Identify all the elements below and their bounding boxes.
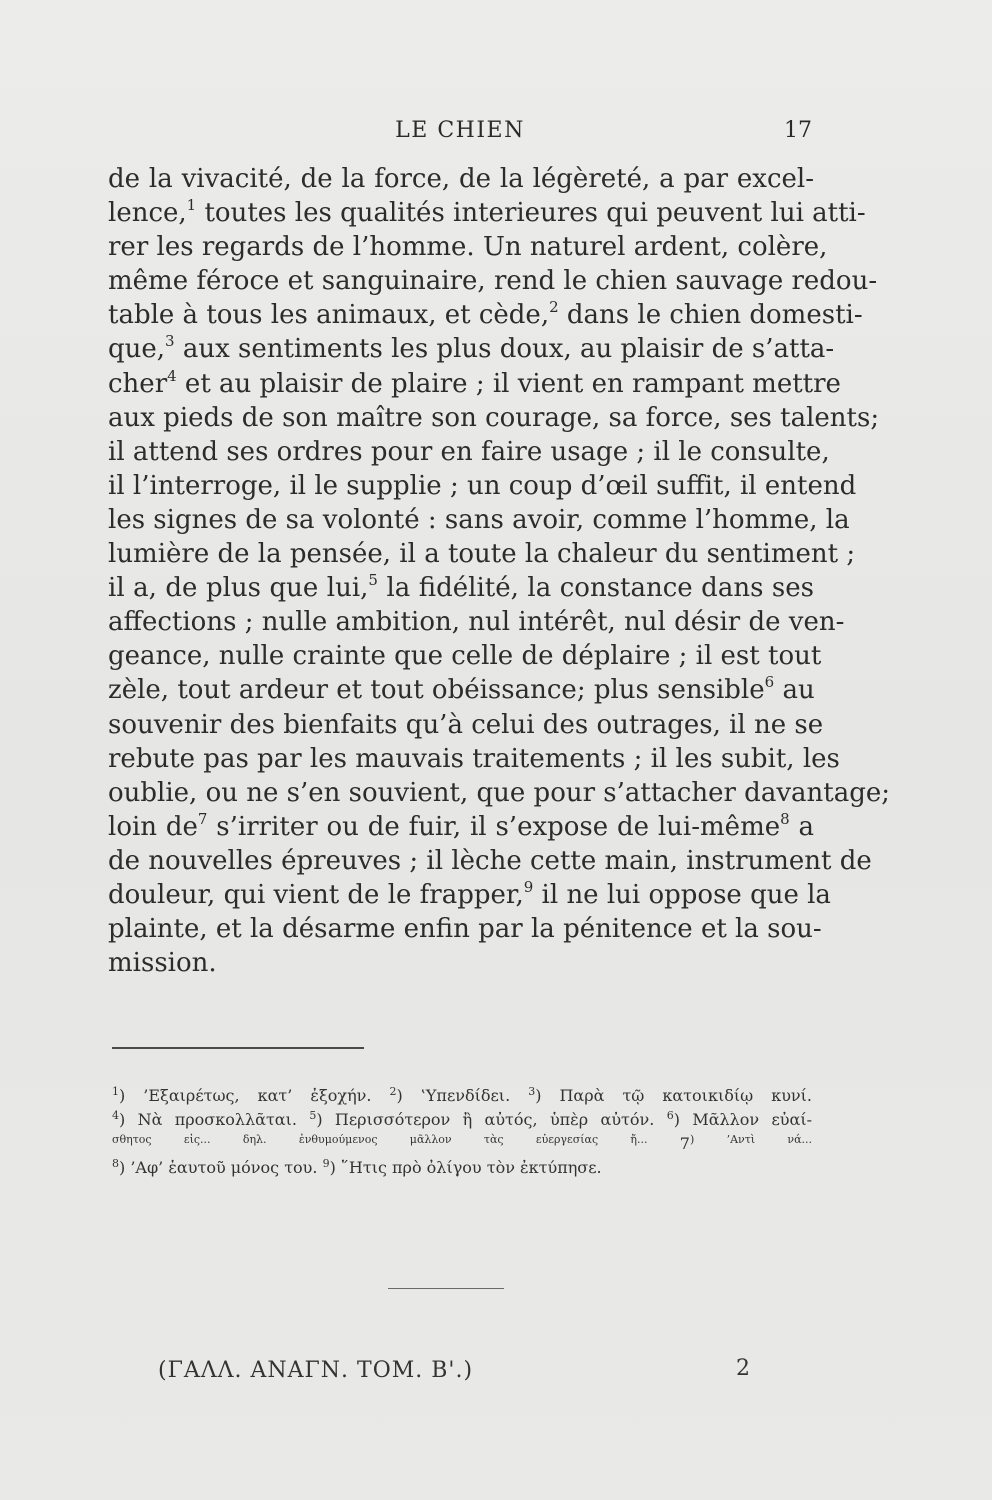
text-line-text: mission. [108,948,217,979]
footnote-marker: 6 [764,673,775,692]
footnote-line [112,1084,812,1108]
footnotes [112,1084,812,1180]
text-line [108,708,824,742]
footnote-marker: 4 [112,1109,119,1122]
text-line-text: au [774,675,815,706]
text-line-text: souvenir des bienfaits qu’à celui des outrages, il ne se [108,709,824,740]
bottom-rule [388,1288,504,1289]
footnote-line [112,1108,812,1132]
footnote-marker: 9 [523,877,534,896]
text-line-text: de la vivacité, de la force, de la légèreté, a par excel- [108,164,814,194]
footnote-marker: 2 [389,1085,397,1098]
text-line [108,673,814,707]
text-line-text: même féroce et sanguinaire, rend le chien sauvage redou- [108,266,878,297]
text-line [108,366,841,401]
text-line [108,742,840,776]
footnote-marker: 5 [368,571,378,590]
footnote-marker: 6 [666,1109,674,1122]
text-line-text: lumière de la pensée, il a toute la chaleur du sentiment ; [108,539,856,570]
footnote-line-text: ) Νὰ προσκολλᾶται. [119,1110,310,1129]
footnote-line-text: ) ῞Ητις πρὸ ὀλίγου τὸν ἐκτύπησε. [329,1158,602,1177]
text-line-text: oublie, ou ne s’en souvient, que pour s’attacher davantage; [108,777,890,808]
footnote-marker: ) ’Αντὶ νά... [689,1133,812,1146]
text-line-text: s’irriter ou de fuir, il s’expose de lui-même [207,811,781,842]
text-line-text: plainte, et la désarme enfin par la pénitence et la sou- [108,914,822,945]
running-title: LE CHIEN [395,118,525,143]
text-line [108,946,814,980]
text-line [108,537,856,571]
printer-signature: (ΓΑΛΛ. ΑΝΑΓΝ. ΤΟΜ. Β'.) [158,1358,474,1383]
signature-number: 2 [736,1356,750,1381]
text-line-text: zèle, tout ardeur et tout obéissance; plus sensible [108,675,765,706]
text-line [108,844,872,878]
text-line [108,298,863,332]
text-line-text: aux pieds de son maître son courage, sa force, ses talents; [108,402,880,433]
text-line-text: a [789,811,815,842]
text-line-text: dans le chien domesti- [558,300,863,331]
text-line-text: table à tous les animaux, et cède, [108,300,550,331]
footnote-marker: 9 [322,1157,330,1170]
text-line-text: toutes les qualités interieures qui peuvent lui atti- [196,198,866,229]
text-line [108,469,857,503]
text-line [108,571,814,605]
footnote-line [112,1156,812,1180]
footnote-marker: 1 [186,196,197,215]
text-line-text: lence, [108,198,187,229]
text-line-text: rebute pas par les mauvais traitements ; il les subit, les [108,743,840,774]
text-line-text: que, [108,334,166,365]
text-line [108,196,866,230]
running-head [108,118,812,152]
text-line-text: les signes de sa volonté : sans avoir, comme l’homme, la [108,504,850,535]
footnote-line-text: ) ’Εξαιρέτως, κατ’ ἐξοχήν. [119,1086,390,1105]
footnote-line-text: ) Παρὰ τῷ κατοικιδίῳ κυνί. [535,1086,813,1105]
footnote-marker: 8 [112,1157,119,1170]
text-line-text: il a, de plus que lui, [108,573,369,604]
text-line [108,776,890,810]
footnote-marker: 5 [309,1109,317,1122]
text-line-text: affections ; nulle ambition, nul intérêt, nul désir de ven- [108,607,845,638]
text-line [108,912,822,946]
text-line-text: loin de [108,811,198,842]
text-line-text: cher [108,368,168,399]
footnote-marker: 4 [167,366,177,385]
text-line-text: de nouvelles épreuves ; il lèche cette main, instrument de [108,845,872,876]
footnote-marker: 3 [528,1085,536,1098]
footnote-marker: 3 [165,332,175,351]
text-line-text: la fidélité, la constance dans ses [377,573,814,604]
text-line [108,877,831,912]
text-line-text: douleur, qui vient de le frapper, [108,879,524,910]
text-line [108,230,828,264]
text-line [108,162,814,196]
text-line [108,264,878,298]
footnote-marker: 1 [112,1085,119,1098]
text-line-text: il ne lui oppose que la [533,879,831,910]
footnote-marker: σθητος εἰς... δηλ. ἐνθυμούμενος μᾶλλον τὰς εὐεργεσίας ἤ... [112,1133,680,1146]
text-line [108,332,835,366]
text-line-text: rer les regards de l’homme. Un naturel ardent, colère, [108,232,828,263]
text-line-text: aux sentiments les plus doux, au plaisir de s’atta- [174,334,835,365]
footnote-line-text: ) ’Αφ’ ἑαυτοῦ μόνος του. [119,1158,323,1177]
text-line-text: il attend ses ordres pour en faire usage ; il le consulte, [108,436,830,467]
body-text [108,162,890,980]
text-line [108,435,830,469]
text-line-text: geance, nulle crainte que celle de déplaire ; il est tout [108,641,822,672]
footnote-line-text: ) Περισσότερον ἢ αὐτός, ὑπὲρ αὐτόν. [316,1110,667,1129]
text-line [108,503,850,537]
footnote-rule [112,1047,364,1049]
text-line [108,401,880,435]
footnote-line [112,1132,812,1156]
text-line-text: il l’interroge, il le supplie ; un coup d’œil suffit, il entend [108,470,857,501]
page-number: 17 [784,118,812,143]
footnote-line-text: ) Μᾶλλον εὐαί- [673,1110,812,1129]
text-line [108,810,814,844]
footnote-marker: 2 [549,298,559,317]
footnote-marker: 8 [780,809,790,828]
footnote-marker: 7 [197,809,208,828]
text-line [108,605,845,639]
text-line [108,639,822,673]
footnote-line-text: ) ‛Υπενδίδει. [396,1086,529,1105]
footnote-line-text: 7 [679,1134,690,1153]
text-line-text: et au plaisir de plaire ; il vient en rampant mettre [176,368,841,399]
